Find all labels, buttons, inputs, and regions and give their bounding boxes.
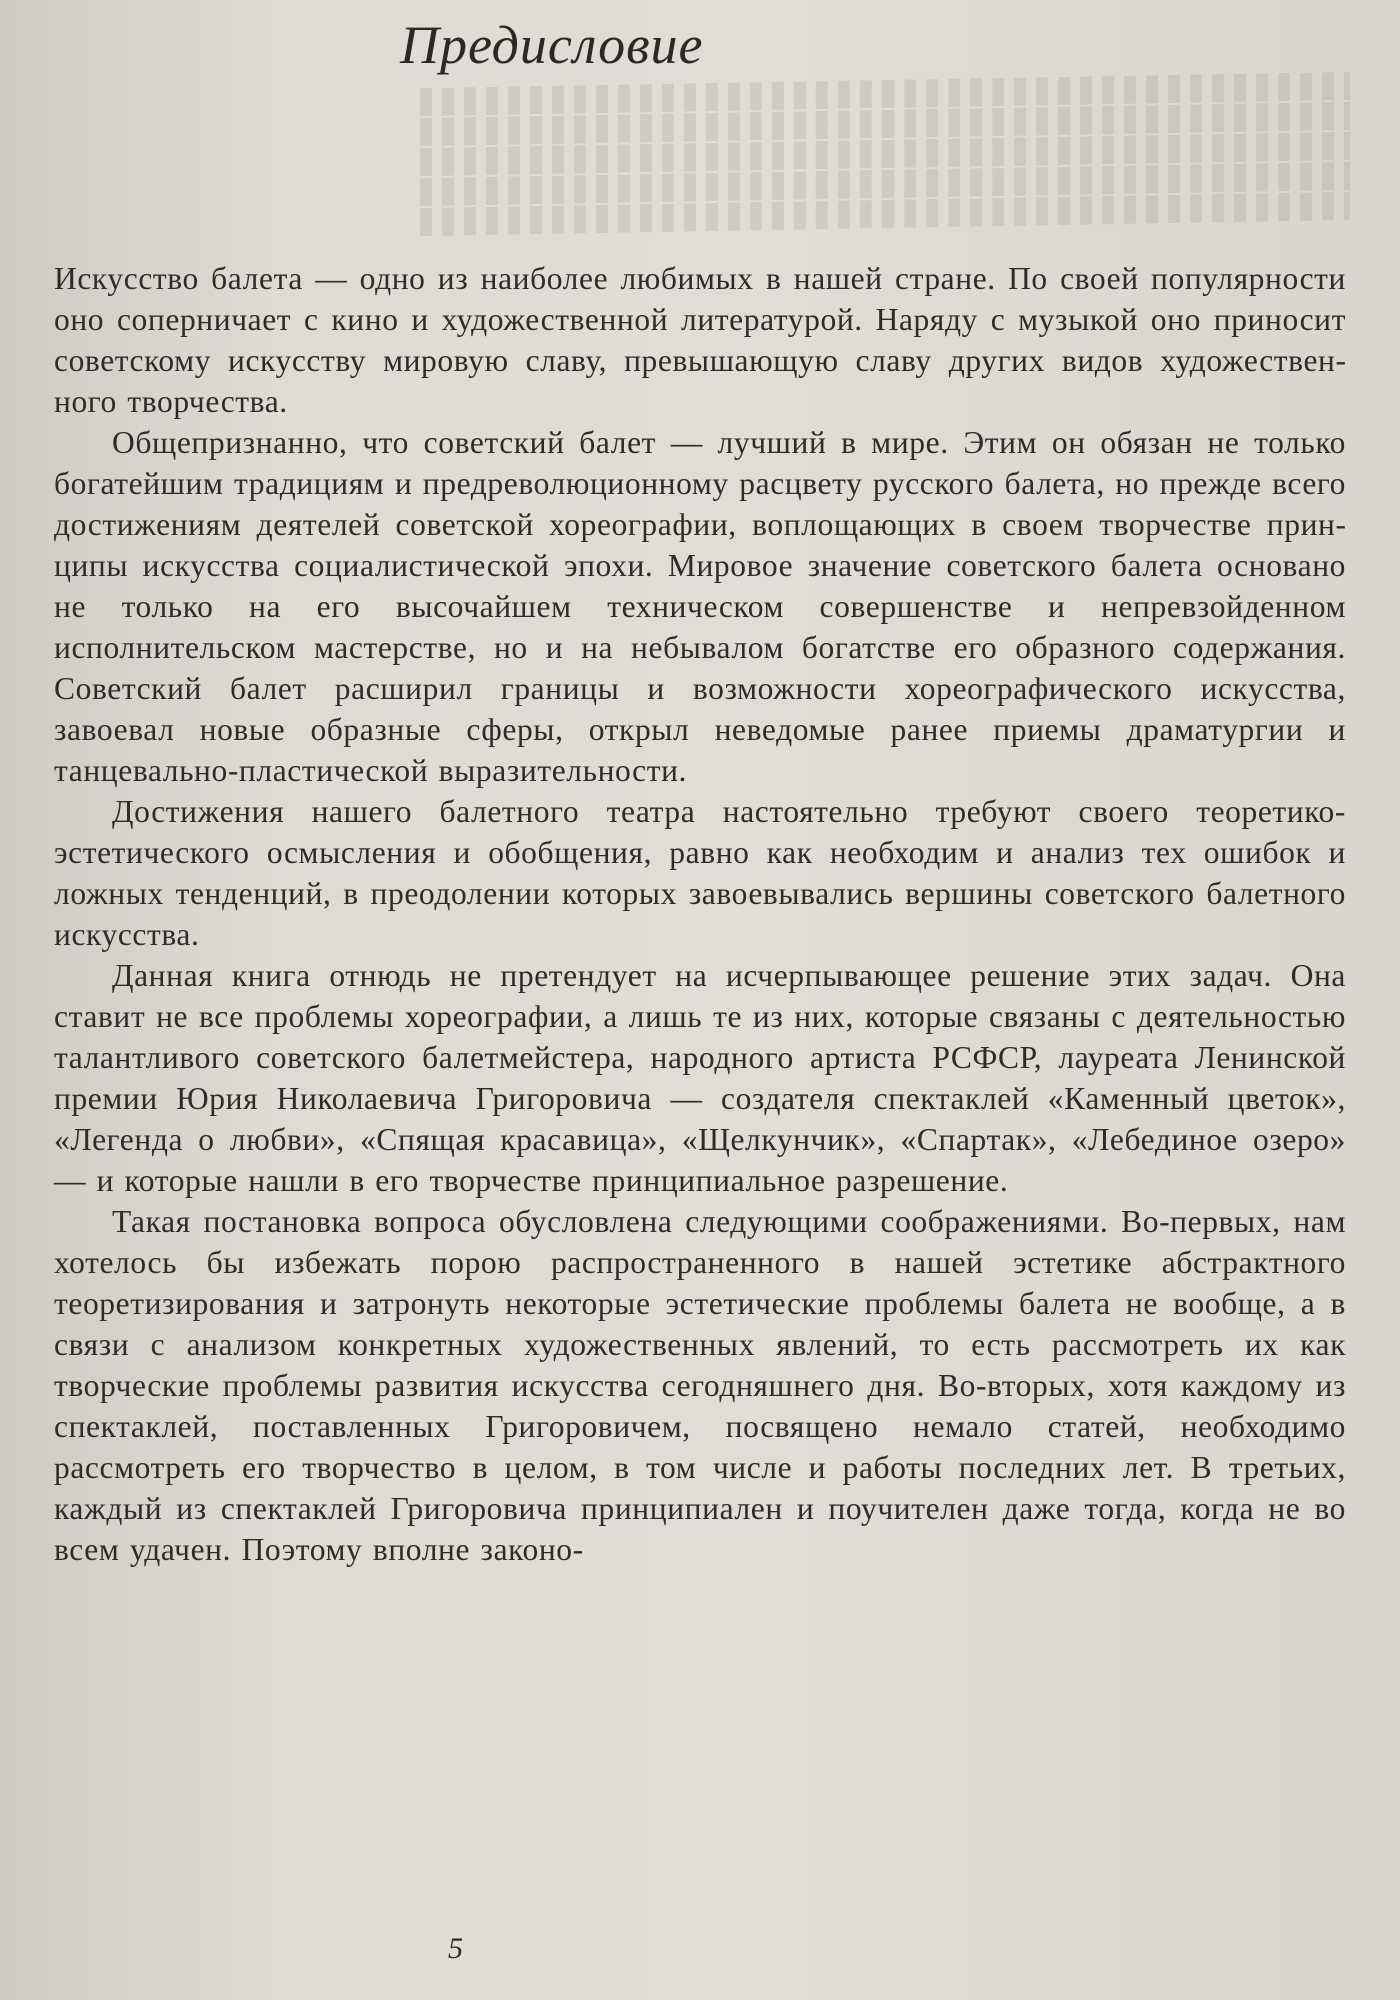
paragraph: Общепризнанно, что советский балет — лучший в мире. Этим он обязан не только богатейшим традициям и предреволюционному расцвету русского балета, но прежде всего достижениям деятелей советской хореографии, воплощающих в своем творчестве принципы искусства социалистической эпохи. Мировое значение советского балета основано не только на его высочайшем техническом совершенстве и непревзойденном исполнительском мастерстве, но и на небывалом богатстве его образного содержания. Советский балет расширил границы и возможности хореографического искусства, завоевал новые образные сферы, открыл неведомые ранее приемы драматургии и танцевально-пластической выразительности. xyxy=(54,425,1346,788)
paragraph: Достижения нашего балетного театра настоятельно требуют своего теоретико-эстетического осмысления и обобщения, равно как необходим и анализ тех ошибок и ложных тенденций, в преодолении которых завоевывались вершины советского балетного искусства. xyxy=(54,794,1346,952)
page-number: 5 xyxy=(448,1932,463,1965)
chapter-title: Предисловие xyxy=(400,15,704,75)
body-text xyxy=(54,258,1346,1570)
show-through-text xyxy=(420,72,1350,258)
paragraph: Данная книга отнюдь не претендует на исчерпывающее решение этих задач. Она ставит не все проблемы хореографии, а лишь те из них, которые связаны с деятельностью талантливого советского балетмейстера, народного артиста РСФСР, лауреата Ленинской премии Юрия Николаевича Григоровича — создателя спектаклей «Каменный цветок», «Легенда о любви», «Спящая красавица», «Щелкунчик», «Спартак», «Лебединое озеро» — и которые нашли в его творчестве принципиальное разрешение. xyxy=(54,958,1346,1198)
paragraph: Искусство балета — одно из наиболее любимых в нашей стране. По своей популярности оно соперничает с кино и художественной литературой. Наряду с музыкой оно приносит советскому искусству мировую славу, превышающую славу других видов художественного творчества. xyxy=(54,261,1346,419)
paragraph: Такая постановка вопроса обусловлена следующими соображениями. Во-первых, нам хотелось бы избежать порою распространенного в нашей эстетике абстрактного теоретизирования и затронуть некоторые эстетические проблемы балета не вообще, а в связи с анализом конкретных художественных явлений, то есть рассмотреть их как творческие проблемы развития искусства сегодняшнего дня. Во-вторых, хотя каждому из спектаклей, поставленных Григоровичем, посвящено немало статей, необходимо рассмотреть его творчество в целом, в том числе и работы последних лет. В третьих, каждый из спектаклей Григоровича принципиален и поучителен даже тогда, когда не во всем удачен. Поэтому вполне законо- xyxy=(54,1204,1346,1567)
